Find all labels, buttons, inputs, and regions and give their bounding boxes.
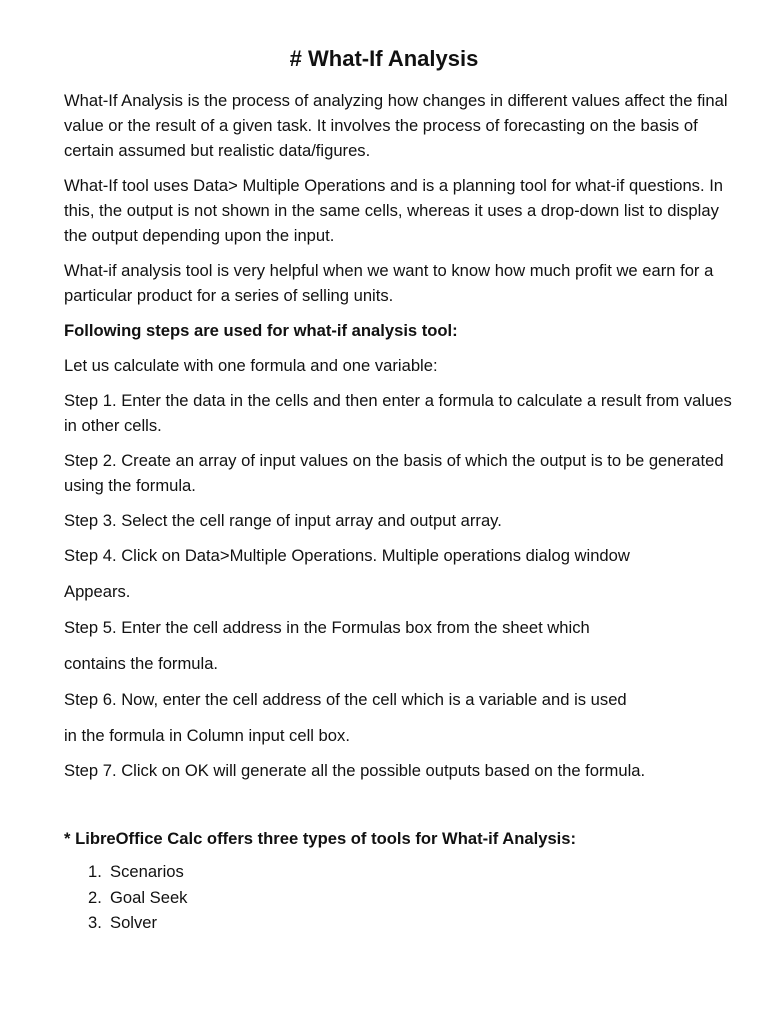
list-item-label: Solver (110, 913, 158, 932)
list-item-label: Goal Seek (110, 887, 188, 907)
steps-intro: Let us calculate with one formula and one variable: (64, 356, 438, 375)
paragraph-tool: What-If tool uses Data> Multiple Operations and is a planning tool for what-if questions. In this, the output is not shown in the same cells, whereas it uses a drop-down list to display the output depending upon the input. (64, 176, 724, 245)
list-item: 3. Solver (88, 913, 158, 932)
paragraph-helpful: What-if analysis tool is very helpful when we want to know how much profit we earn for a particular product for a series of selling units. (64, 261, 714, 305)
list-item: 1. Scenarios (88, 862, 184, 881)
list-item: 2. Goal Seek (88, 887, 188, 907)
step-6-continued: in the formula in Column input cell box. (64, 726, 350, 745)
step-1: Step 1. Enter the data in the cells and then enter a formula to calculate a result from values in other cells. (64, 391, 732, 435)
page-title: # What-If Analysis (289, 46, 479, 71)
step-2: Step 2. Create an array of input values on the basis of which the output is to be generated using the formula. (64, 451, 724, 495)
steps-heading: Following steps are used for what-if analysis tool: (64, 321, 458, 340)
step-4: Step 4. Click on Data>Multiple Operations. Multiple operations dialog window (64, 546, 630, 565)
step-6: Step 6. Now, enter the cell address of the cell which is a variable and is used (64, 690, 627, 709)
paragraph-intro: What-If Analysis is the process of analyzing how changes in different values affect the final value or the result of a given task. It involves the process of forecasting on the basis of certain assumed but realistic data/figures. (64, 91, 728, 160)
document-body (64, 88, 744, 936)
tools-list (64, 859, 744, 936)
step-3: Step 3. Select the cell range of input array and output array. (64, 511, 502, 530)
step-7: Step 7. Click on OK will generate all the possible outputs based on the formula. (64, 761, 646, 780)
step-4-continued: Appears. (64, 582, 131, 601)
tools-heading: * LibreOffice Calc offers three types of tools for What-if Analysis: (64, 829, 577, 848)
step-5: Step 5. Enter the cell address in the Formulas box from the sheet which (64, 618, 590, 637)
list-item-label: Scenarios (110, 862, 184, 881)
step-5-continued: contains the formula. (64, 654, 219, 673)
